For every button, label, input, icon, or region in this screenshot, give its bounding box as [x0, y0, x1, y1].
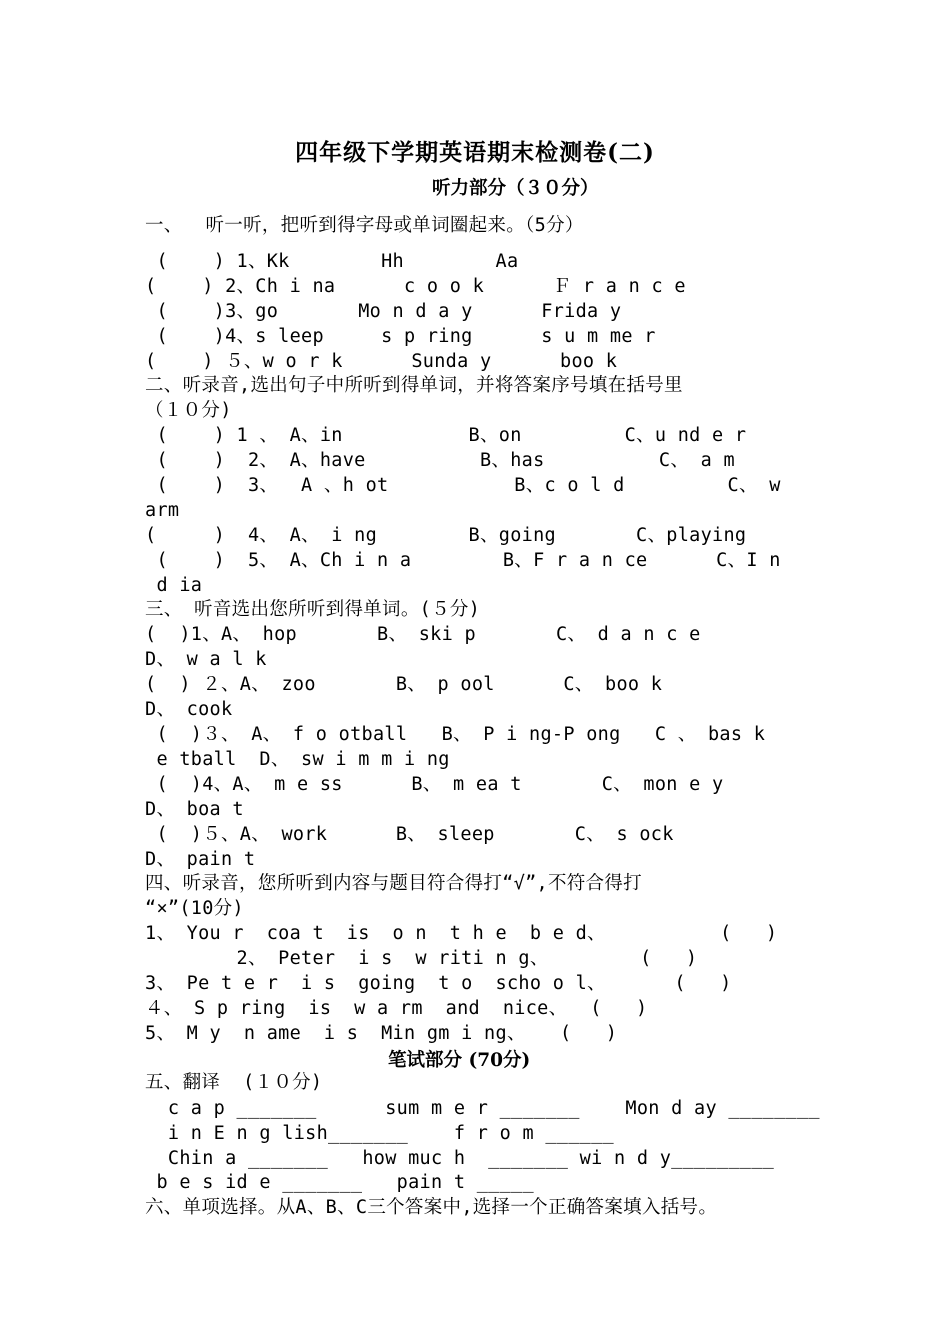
question-line: ( ) ５、w o r k Sunda y boo k: [145, 351, 618, 372]
question-line: ( )1、A、 hop B、 ski p C、 d a n c e: [145, 624, 701, 645]
listening-section-header: 听力部分（３０分）: [432, 178, 599, 199]
question-line: e tball D、 sw i m m i ng: [145, 749, 450, 770]
section-6-heading: 六、单项选择。从A、B、C三个答案中,选择一个正确答案填入括号。: [145, 1197, 718, 1218]
question-line: ( )4、A、 m e ss B、 m ea t C、 mon e y: [145, 774, 724, 795]
question-line: ( ) 5、 A、Ch i n a B、F r a n ce C、I n: [145, 550, 781, 571]
question-line: ( ) 3、 A 、h ot B、c o l d C、 w: [145, 475, 781, 496]
question-line: ( )５、A、 work B、 sleep C、 s ock: [145, 824, 674, 845]
question-line: ( ) 4、 A、 i ng B、going C、playing: [145, 525, 747, 546]
question-line: ( )３、 A、 f o otball B、 P i ng-P ong C 、 bas k: [145, 724, 766, 745]
question-line: ( ) 1、Kk Hh Aa: [145, 251, 519, 272]
section-3-heading: 三、 听音选出您所听到得单词。(５分): [145, 599, 481, 620]
question-line: D、 pain t: [145, 849, 256, 870]
section-2-heading: 二、听录音,选出句子中所听到得单词，并将答案序号填在括号里: [145, 375, 683, 396]
page-title: 四年级下学期英语期末检测卷(二): [295, 139, 655, 166]
question-line: ( ) 2、Ch i na c o o k Ｆ r a n c e: [145, 276, 686, 297]
question-line: D、 w a l k: [145, 649, 267, 670]
question-line: 2、 Peter i s w riti n g、 ( ): [145, 948, 698, 969]
translation-line: i n E n g lish_______ f r o m ______: [145, 1123, 614, 1144]
question-line: d ia: [145, 575, 203, 596]
question-line: ( )3、go Mo n d a y Frida y: [145, 301, 622, 322]
question-line: ( ) 2、 A、have B、has C、 a m: [145, 450, 735, 471]
written-section-header: 笔试部分 (70分): [388, 1050, 531, 1071]
question-line: D、 cook: [145, 699, 233, 720]
section-4-heading: 四、听录音，您所听到内容与题目符合得打“√”,不符合得打: [145, 873, 642, 894]
question-line: 5、 M y n ame i s Min gm i ng、 ( ): [145, 1023, 618, 1044]
section-1-heading: 一、 听一听，把听到得字母或单词圈起来。（5分）: [145, 215, 584, 236]
question-line: 1、 You r coa t is o n t h e b e d、 ( ): [145, 923, 778, 944]
question-line: D、 boa t: [145, 799, 244, 820]
question-line: ( ) 1 、 A、in B、on C、u nd e r: [145, 425, 747, 446]
translation-line: Chin a _______ how muc h _______ wi n d y_________: [145, 1148, 775, 1169]
question-line: ( )4、s leep s p ring s u m me r: [145, 326, 656, 347]
question-line: 3、 Pe t e r i s going t o scho o l、 ( ): [145, 973, 732, 994]
question-line: ( ) ２、A、 zoo B、 p ool C、 boo k: [145, 674, 663, 695]
translation-line: b e s id e _______ pain t _____: [145, 1172, 534, 1193]
question-line: arm: [145, 500, 180, 521]
section-2-score: （１０分): [145, 400, 232, 421]
question-line: ４、 S p ring is w a rm and nice、 ( ): [145, 998, 648, 1019]
translation-line: c a p _______ sum m e r _______ Mon d ay ________: [145, 1098, 820, 1119]
section-5-heading: 五、翻译 (１０分): [145, 1072, 323, 1093]
section-4-score: “×”(10分): [145, 898, 244, 919]
